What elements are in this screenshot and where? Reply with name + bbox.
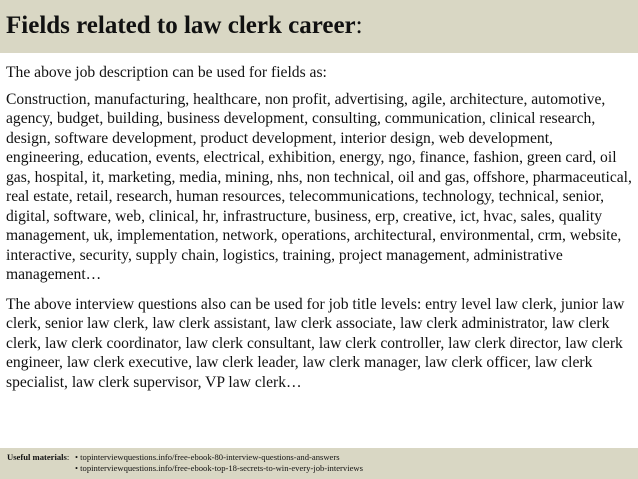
- footer-link-ebook-18-secrets[interactable]: • topinterviewquestions.info/free-ebook-top-18-secrets-to-win-every-job-interviews: [75, 463, 363, 473]
- useful-materials-text: Useful materials: [7, 452, 67, 462]
- footer-link-ebook-80-questions[interactable]: • topinterviewquestions.info/free-ebook-80-interview-questions-and-answers: [75, 452, 340, 462]
- fields-paragraph: Construction, manufacturing, healthcare, non profit, advertising, agile, architecture, automotive, agency, budget, building, business development, consulting, communication, clinical research, design, software development, product development, interior design, web development, engineering, education, events, electrical, exhibition, energy, ngo, finance, fashion, green card, oil gas, hospital, it, marketing, media, mining, nhs, non technical, oil and gas, offshore, pharmaceutical, real estate, retail, research, human resources, telecommunications, technology, technical, senior, digital, software, web, clinical, hr, infrastructure, business, erp, creative, ict, hvac, sales, quality management, uk, implementation, network, operations, architectural, environmental, crm, website, interactive, security, supply chain, logistics, training, project management, administrative management…: [6, 90, 632, 283]
- page-title-text: Fields related to law clerk career: [6, 12, 356, 39]
- footer-bar: [0, 448, 638, 479]
- slide-content: [6, 63, 634, 392]
- useful-materials-label: [7, 452, 69, 463]
- page-title-colon: :: [355, 12, 363, 39]
- intro-paragraph: The above job description can be used for fields as:: [6, 64, 327, 81]
- job-levels-paragraph: The above interview questions also can be used for job title levels: entry level law clerk, junior law clerk, senior law clerk, law clerk assistant, law clerk associate, law clerk administrator, law clerk clerk, law clerk coordinator, law clerk consultant, law clerk controller, law clerk director, law clerk engineer, law clerk executive, law clerk leader, law clerk manager, law clerk officer, law clerk specialist, law clerk supervisor, VP law clerk…: [6, 295, 625, 391]
- footer-links: [75, 452, 363, 474]
- page-title: [6, 11, 363, 41]
- title-bar: [0, 0, 638, 53]
- useful-materials-colon: :: [66, 452, 70, 462]
